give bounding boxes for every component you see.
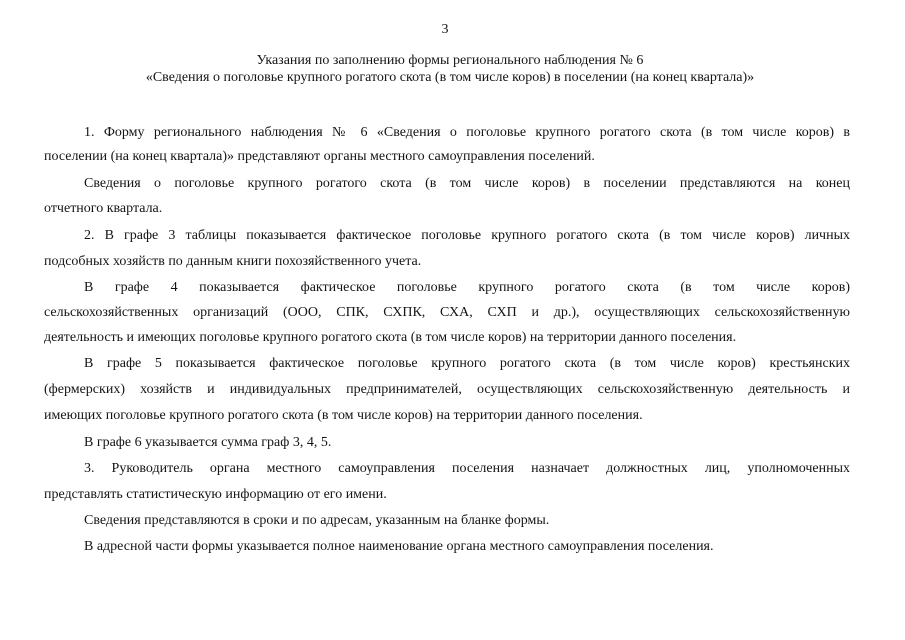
paragraph-3-line-1: 2. В графе 3 таблицы показывается фактическое поголовье крупного рогатого скота (в том числе коров) личных	[84, 228, 850, 243]
paragraph-4-line-3: деятельность и имеющих поголовье крупного рогатого скота (в том числе коров) на территории данного поселения.	[44, 330, 737, 345]
paragraph-7-line-1: 3. Руководитель органа местного самоуправления поселения назначает должностных лиц, уполномоченных	[84, 461, 850, 476]
paragraph-8-line-1: Сведения представляются в сроки и по адресам, указанным на бланке формы.	[84, 513, 550, 528]
paragraph-3-line-2: подсобных хозяйств по данным книги похозяйственного учета.	[44, 254, 422, 269]
paragraph-7-line-2: представлять статистическую информацию от его имени.	[44, 487, 387, 502]
paragraph-2-line-1: Сведения о поголовье крупного рогатого скота (в том числе коров) в поселении представляются на конец	[84, 176, 850, 191]
title-line-2: «Сведения о поголовье крупного рогатого скота (в том числе коров) в поселении (на конец квартала)»	[145, 70, 755, 85]
paragraph-4-line-2: сельскохозяйственных организаций (ООО, СПК, СХПК, СХА, СХП и др.), осуществляющих сельскохозяйственную	[44, 305, 850, 320]
paragraph-6-line-1: В графе 6 указывается сумма граф 3, 4, 5.	[84, 435, 332, 450]
paragraph-4-line-1: В графе 4 показывается фактическое поголовье крупного рогатого скота (в том числе коров)	[84, 280, 850, 295]
paragraph-5-line-1: В графе 5 показывается фактическое поголовье крупного рогатого скота (в том числе коров) крестьянских	[84, 356, 850, 371]
paragraph-9-line-1: В адресной части формы указывается полное наименование органа местного самоуправления поселения.	[84, 539, 714, 554]
paragraph-2-line-2: отчетного квартала.	[44, 201, 163, 216]
paragraph-5-line-2: (фермерских) хозяйств и индивидуальных предпринимателей, осуществляющих сельскохозяйственную деятельность и	[44, 382, 850, 397]
paragraph-1-line-1: 1. Форму регионального наблюдения № 6 «Сведения о поголовье крупного рогатого скота (в том числе коров) в	[84, 125, 850, 140]
paragraph-1-line-2: поселении (на конец квартала)» представляют органы местного самоуправления поселений.	[44, 149, 595, 164]
page-number: 3	[441, 22, 449, 37]
paragraph-5-line-3: имеющих поголовье крупного рогатого скота (в том числе коров) на территории данного поселения.	[44, 408, 643, 423]
title-line-1: Указания по заполнению формы регионального наблюдения № 6	[256, 53, 644, 68]
